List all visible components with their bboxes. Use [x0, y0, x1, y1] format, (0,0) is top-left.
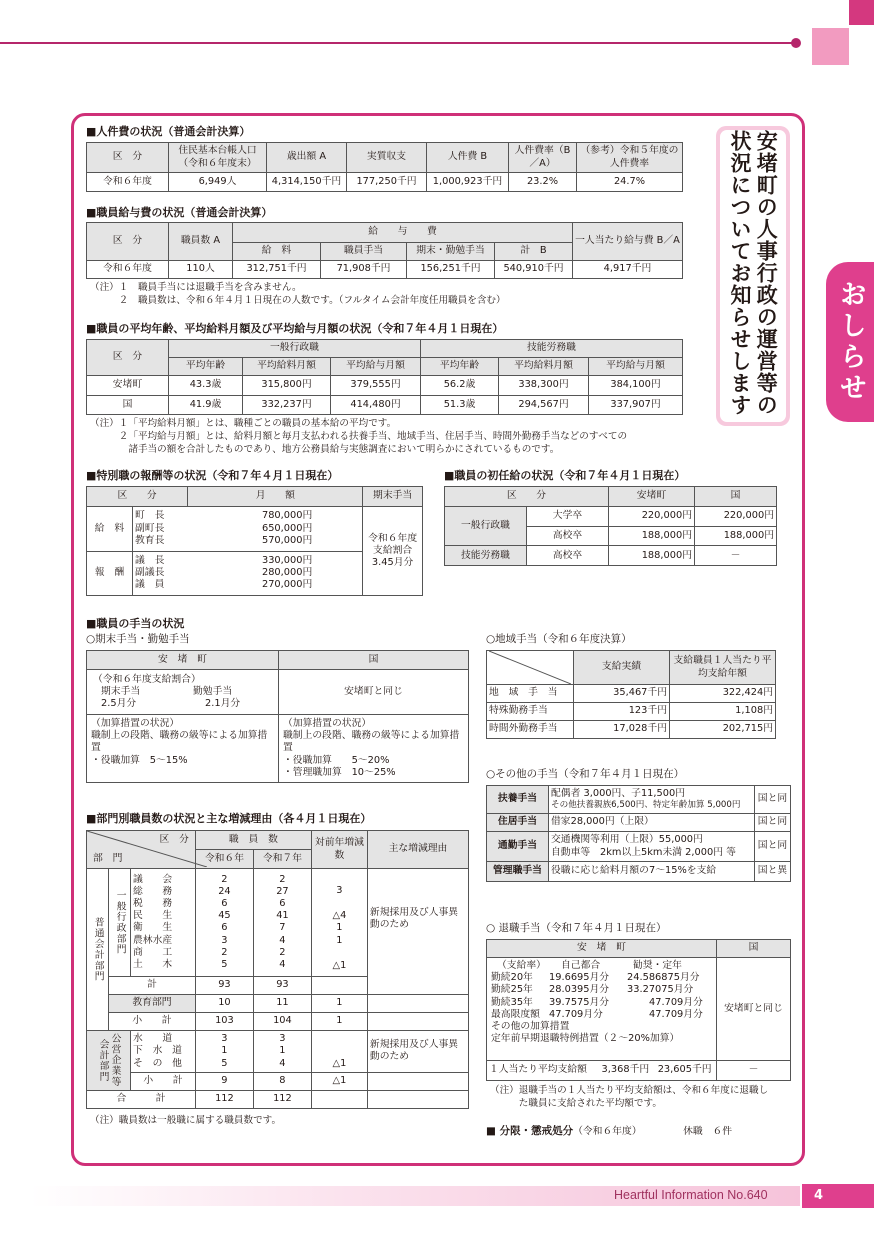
tokubetsu-g2-vals [188, 551, 363, 596]
th: 支給実績 [574, 651, 670, 685]
v: その他の加算措置 [491, 1021, 570, 1033]
item: 民 生 [133, 910, 173, 922]
td: 202,715円 [670, 721, 776, 739]
ippan-label: 一般行政部門 [114, 890, 126, 955]
th: 平均年齢 [169, 358, 243, 376]
item: 議 員 [135, 579, 165, 591]
td: 給 料 [87, 507, 133, 552]
td: 188,000円 [609, 546, 695, 566]
td: 6,949人 [169, 173, 267, 192]
v: 勤続20年 [491, 972, 533, 984]
v: 45 [218, 910, 231, 922]
ki-diff [311, 1030, 367, 1072]
td: 112 [253, 1091, 311, 1109]
td: 特殊勤務手当 [487, 703, 574, 721]
th: 平均給料月額 [499, 358, 589, 376]
kimatsu-table [86, 650, 469, 783]
v: 47.709月分 [649, 996, 703, 1008]
td: 4,314,150千円 [267, 173, 347, 192]
td: 23,605千円 [653, 1061, 716, 1081]
note-line: た職員に支給された平均額です。 [490, 1097, 662, 1109]
th: （参考）令和５年度の人件費率 [577, 143, 683, 173]
td: 高校卒 [527, 526, 609, 546]
kyuyohi-table [86, 222, 683, 279]
td: 国と異 [755, 862, 791, 882]
line: 期末手当 [101, 685, 141, 697]
line: 勤勉手当 [193, 685, 233, 697]
v: 24 [218, 885, 231, 897]
line: （令和６年度支給割合） [93, 673, 201, 685]
td: 合 計 [87, 1091, 196, 1109]
val: 330,000円 [261, 554, 313, 566]
heikin-notes [90, 418, 627, 457]
tokubetsu-g1-vals [188, 507, 363, 552]
v: 33.27075月分 [627, 984, 694, 996]
th: 国 [695, 487, 777, 507]
shoninkyu-table [444, 486, 777, 566]
sonota-table [486, 785, 791, 882]
item: 衛 生 [133, 922, 173, 934]
td: 一般行政職 [445, 507, 527, 546]
td: 教育部門 [109, 994, 196, 1012]
item: 下 水 道 [133, 1045, 182, 1057]
futsu-label-cell [87, 869, 109, 1031]
tokubetsu-title: ■特別職の報酬等の状況（令和７年４月１日現在） [86, 469, 339, 482]
td: 1 [311, 1012, 367, 1030]
td: 1,108円 [670, 703, 776, 721]
td: 123千円 [574, 703, 670, 721]
heikin-table [86, 339, 683, 415]
th: 技能労務職 [421, 340, 683, 358]
v: △1 [332, 1057, 347, 1069]
td: 156,251千円 [407, 261, 495, 279]
th: 区 分 [87, 487, 188, 507]
kimatsu-title: ○期末手当・勤勉手当 [86, 633, 190, 645]
note-line: 諸手当の額を合計したものであり、地方公務員給与実態調査において明らかにされているものです。 [90, 443, 560, 455]
ki-items [131, 1030, 196, 1072]
empty [367, 994, 468, 1012]
td: 188,000円 [609, 526, 695, 546]
line: （加算措置の状況） [283, 718, 372, 729]
td: 小 計 [131, 1073, 196, 1091]
note-line: （注）１「平均給料月額」とは、職種ごとの職員の基本給の平均です。 [90, 418, 397, 429]
th: 職 員 数 [195, 831, 311, 850]
taishoku-table [486, 939, 791, 1081]
v: 勤続35年 [491, 996, 533, 1008]
td: 337,907円 [589, 395, 683, 415]
th: 令和７年 [253, 850, 311, 869]
item: 土 木 [133, 959, 173, 971]
th: 区 分 [445, 487, 609, 507]
item: 農林水産 [133, 934, 173, 946]
item: 商 工 [133, 946, 173, 958]
td: 1 [311, 994, 367, 1012]
td: 110人 [169, 261, 233, 279]
td: 414,480円 [331, 395, 421, 415]
choukai-sub: （令和６年度） [573, 1126, 642, 1137]
line: その他扶養親族6,500円、特定年齢加算 5,000円 [551, 800, 741, 811]
top-rule-dot [791, 38, 801, 48]
td: 384,100円 [589, 376, 683, 396]
v: 4 [279, 959, 286, 971]
th: 住民基本台帳人口（令和６年度末） [169, 143, 267, 173]
v: 定年前早期退職特例措置（２～20%加算） [491, 1033, 680, 1045]
headline-text: 安堵町の人事行政の運営等の状況についてお知らせします [720, 130, 786, 422]
v: 39.7575月分 [549, 996, 610, 1008]
corner-square [849, 0, 874, 25]
val: 280,000円 [261, 567, 313, 579]
line: 職制上の段階、職務の級等による加算措置 [283, 730, 460, 754]
v: 19.6695月分 [549, 972, 610, 984]
td: 540,910千円 [495, 261, 573, 279]
item: 教育長 [135, 534, 165, 546]
th: 対前年増減数 [311, 831, 367, 869]
td: 9 [195, 1073, 253, 1091]
chiiki-table [486, 650, 776, 739]
th: 支給職員１人当たり平均支給年額 [670, 651, 776, 685]
td: － [717, 1061, 791, 1081]
td: 11 [253, 994, 311, 1012]
td: 1,000,923千円 [427, 173, 509, 192]
v [314, 1045, 365, 1058]
v: 勤続25年 [491, 984, 533, 996]
line: 職制上の段階、職務の級等による加算措置 [91, 730, 268, 754]
taishoku-note [490, 1085, 768, 1111]
th: 平均給与月額 [331, 358, 421, 376]
td: 技能労務職 [445, 546, 527, 566]
td: 41.9歳 [169, 395, 243, 415]
td: 103 [195, 1012, 253, 1030]
val: 令和６年度 [368, 532, 418, 544]
v: 41 [276, 910, 289, 922]
empty [367, 1073, 468, 1091]
note-line: （注）退職手当の１人当たり平均支給額は、令和６年度に退職し [490, 1085, 769, 1096]
corner-square-light [812, 28, 849, 65]
td: 国と同 [755, 814, 791, 832]
th: 平均給与月額 [589, 358, 683, 376]
td: 8 [253, 1073, 311, 1091]
tokubetsu-g2-items [133, 551, 188, 596]
choukai [486, 1125, 732, 1138]
item: 副議長 [135, 567, 165, 579]
v: 自己都合 [561, 960, 601, 971]
item: 水 道 [133, 1033, 173, 1045]
v: 6 [221, 922, 228, 934]
td: 時間外勤務手当 [487, 721, 574, 739]
td: 役職に応じ給料月額の7～15%を支給 [549, 862, 755, 882]
td: 令和６年度 [87, 261, 169, 279]
v: 1 [279, 1045, 286, 1057]
th: 区 分 [87, 143, 169, 173]
td: 379,555円 [331, 376, 421, 396]
v [314, 1033, 365, 1046]
v: 最高限度額 [491, 1008, 540, 1020]
th: 令和６年 [195, 850, 253, 869]
line: 2.1月分 [205, 698, 241, 710]
v: 7 [279, 922, 286, 934]
th: 安 堵 町 [87, 651, 279, 670]
v: 6 [279, 897, 286, 909]
v: 4 [279, 1057, 286, 1069]
th: 職員数 A [169, 223, 233, 261]
td: 10 [195, 994, 253, 1012]
td: 35,467千円 [574, 685, 670, 703]
td: 令和６年度 [87, 173, 169, 192]
v: 3 [336, 884, 343, 896]
v: 27 [276, 885, 289, 897]
th: 一般行政職 [169, 340, 421, 358]
td: 大学卒 [527, 507, 609, 527]
v: （支給率） [497, 960, 546, 971]
v: 1 [221, 1045, 228, 1057]
td: 17,028千円 [574, 721, 670, 739]
v: 2 [279, 873, 286, 885]
line: ・役職加算 5～20% [283, 754, 390, 766]
line: （加算措置の状況） [91, 718, 180, 729]
v: 5 [221, 1057, 228, 1069]
td: 安堵町と同じ [279, 670, 469, 715]
td: 104 [253, 1012, 311, 1030]
bumon-diag-header [87, 831, 196, 869]
td [311, 976, 367, 994]
choukai-value: 休職 ６件 [683, 1126, 733, 1137]
td: 332,237円 [243, 395, 331, 415]
th: 期末手当 [363, 487, 423, 507]
td: 322,424円 [670, 685, 776, 703]
tokubetsu-kimatsu [363, 507, 423, 596]
td: 56.2歳 [421, 376, 499, 396]
item: 副町長 [135, 522, 165, 534]
td: 管理職手当 [487, 862, 549, 882]
taishoku-title: ○ 退職手当（令和７年４月１日現在） [486, 922, 667, 934]
td: 71,908千円 [321, 261, 407, 279]
td: 小 計 [109, 1012, 196, 1030]
v: 4 [279, 934, 286, 946]
top-rule [0, 42, 796, 44]
v: 3 [279, 1033, 286, 1045]
kyuyohi-title: ■職員給与費の状況（普通会計決算） [86, 206, 273, 219]
heikin-title: ■職員の平均年齢、平均給料月額及び平均給与月額の状況（令和７年４月１日現在） [86, 322, 504, 335]
td: 23.2% [509, 173, 577, 192]
th: 平均年齢 [421, 358, 499, 376]
empty [367, 1091, 468, 1109]
td: 220,000円 [609, 507, 695, 527]
th: 計 B [495, 243, 573, 261]
v: 47.709月分 [549, 1008, 603, 1020]
td: － [695, 546, 777, 566]
line: 自動車等 2km以上5km未満 2,000円 等 [551, 846, 736, 858]
td: 188,000円 [695, 526, 777, 546]
note-line: （注）１ 職員手当には退職手当を含みません。 [90, 282, 302, 293]
reason1: 新規採用及び人事異動のため [367, 869, 468, 995]
ippan-r6 [195, 869, 253, 977]
v: 1 [336, 934, 343, 946]
footer-title: Heartful Information No.640 [614, 1188, 768, 1202]
val: 570,000円 [261, 534, 313, 546]
kokigyo-label-cell [87, 1030, 131, 1090]
v: 2 [221, 873, 228, 885]
th: 給 与 費 [233, 223, 573, 243]
td: 312,751千円 [233, 261, 321, 279]
td: 43.3歳 [169, 376, 243, 396]
headline-box [716, 126, 790, 426]
teate-title: ■職員の手当の状況 [86, 617, 185, 630]
v: 1 [336, 922, 343, 934]
th: 区 分 [87, 340, 169, 376]
val: 3.45月分 [371, 557, 414, 569]
td: 計 [109, 976, 196, 994]
v: 勧奨・定年 [633, 960, 682, 971]
td: 安堵町 [87, 376, 169, 396]
sonota-tsukin [549, 832, 755, 862]
jinkenhi-title: ■人件費の状況（普通会計決算） [86, 125, 251, 138]
v: 3 [221, 934, 228, 946]
td: △1 [311, 1073, 367, 1091]
shoninkyu-title: ■職員の初任給の状況（令和７年４月１日現在） [444, 469, 686, 482]
v: △1 [332, 959, 347, 971]
td: 高校卒 [527, 546, 609, 566]
bumon-table [86, 830, 469, 1109]
sonota-title: ○その他の手当（令和７年４月１日現在） [486, 768, 685, 780]
td: 国と同 [755, 786, 791, 814]
item: 議 会 [133, 873, 173, 885]
diagonal-line [489, 651, 571, 684]
td: 93 [253, 976, 311, 994]
choukai-title: ■ 分限・懲戒処分 [486, 1125, 574, 1137]
td: 国 [87, 395, 169, 415]
section-tab-oshirase[interactable]: おしらせ [826, 262, 874, 422]
page-number: 4 [802, 1184, 874, 1208]
line: 2.5月分 [101, 698, 137, 710]
kimatsu-kuni2 [279, 715, 469, 783]
th: 人件費 B [427, 143, 509, 173]
v [314, 872, 365, 885]
td: 4,917千円 [573, 261, 683, 279]
item: 議 長 [135, 554, 165, 566]
line: 交通機関等利用（上限）55,000円 [551, 834, 703, 846]
kimatsu-ando1 [87, 670, 279, 715]
line: ・管理職加算 10～25% [283, 766, 396, 778]
td [311, 1091, 367, 1109]
line: 配偶者 3,000円、子11,500円 [551, 788, 686, 800]
item: 町 長 [135, 510, 165, 522]
th: 実質収支 [347, 143, 427, 173]
th: 月 額 [188, 487, 363, 507]
item: そ の 他 [133, 1057, 182, 1069]
td: 51.3歳 [421, 395, 499, 415]
td: １人当たり平均支給額 [487, 1061, 598, 1081]
kokigyo-label: 公営企業等会計部門 [97, 1033, 121, 1088]
v: 6 [221, 897, 228, 909]
th: 国 [717, 940, 791, 958]
td: 住居手当 [487, 814, 549, 832]
th: 給 料 [233, 243, 321, 261]
kimatsu-ando2 [87, 715, 279, 783]
item: 税 務 [133, 897, 173, 909]
td: 地 域 手 当 [487, 685, 574, 703]
note-line: ２ 職員数は、令和６年４月１日現在の人数です。（フルタイム会計年度任用職員を含む） [90, 294, 506, 306]
td: 通勤手当 [487, 832, 549, 862]
v [314, 897, 365, 910]
empty [367, 1012, 468, 1030]
ippan-r7 [253, 869, 311, 977]
td: 315,800円 [243, 376, 331, 396]
td: 294,567円 [499, 395, 589, 415]
td: 24.7% [577, 173, 683, 192]
th: 国 [279, 651, 469, 670]
v [314, 947, 365, 960]
th: 期末・勤勉手当 [407, 243, 495, 261]
bumon-note: （注）職員数は一般職に属する職員数です。 [90, 1115, 282, 1126]
val: 780,000円 [261, 510, 313, 522]
jinkenhi-table [86, 142, 683, 192]
v: △4 [332, 909, 347, 921]
v: 2 [279, 946, 286, 958]
header-bumon: 部 門 [93, 852, 123, 864]
td: 338,300円 [499, 376, 589, 396]
v: 24.586875月分 [627, 972, 700, 984]
val: 支給割合 [373, 544, 413, 556]
th: 主な増減理由 [367, 831, 468, 869]
td: 扶養手当 [487, 786, 549, 814]
td: 112 [195, 1091, 253, 1109]
v: 3 [221, 1033, 228, 1045]
ippan-diff [311, 869, 367, 977]
th: 安堵町 [609, 487, 695, 507]
v: 5 [221, 959, 228, 971]
ippan-items [131, 869, 196, 977]
th: 職員手当 [321, 243, 407, 261]
ki-r7 [253, 1030, 311, 1072]
chiiki-title: ○地域手当（令和６年度決算） [486, 633, 632, 645]
v: 2 [221, 946, 228, 958]
tokubetsu-g1-items [133, 507, 188, 552]
td: 報 酬 [87, 551, 133, 596]
td: 借家28,000円（上限） [549, 814, 755, 832]
v: 47.709月分 [649, 1008, 703, 1020]
v: 28.0395月分 [549, 984, 610, 996]
th: 一人当たり給与費 B／A [573, 223, 683, 261]
item: 総 務 [133, 885, 173, 897]
td: 177,250千円 [347, 173, 427, 192]
td: 220,000円 [695, 507, 777, 527]
th: 人件費率（B／A） [509, 143, 577, 173]
bumon-title: ■部門別職員数の状況と主な増減理由（各４月１日現在） [86, 812, 372, 825]
futsu-label: 普通会計部門 [92, 916, 104, 982]
sonota-fuyo [549, 786, 755, 814]
header-kubun: 区 分 [159, 834, 189, 845]
ippan-label-cell [109, 869, 131, 977]
tokubetsu-table [86, 486, 423, 596]
val: 270,000円 [261, 579, 313, 591]
td: 3,368千円 [597, 1061, 653, 1081]
kyuyohi-notes [90, 282, 506, 308]
td: 安堵町と同じ [717, 958, 791, 1061]
ki-r6 [195, 1030, 253, 1072]
td: 国と同 [755, 832, 791, 862]
th: 歳出額 A [267, 143, 347, 173]
th: 平均給料月額 [243, 358, 331, 376]
line: ・役職加算 5～15% [91, 754, 188, 766]
val: 650,000円 [261, 522, 313, 534]
th: 安 堵 町 [487, 940, 717, 958]
note-line: ２「平均給与月額」とは、給料月額と毎月支払われる扶養手当、地域手当、住居手当、時間外勤務手当などのすべての [90, 430, 628, 442]
td: 93 [195, 976, 253, 994]
th: 区 分 [87, 223, 169, 261]
taishoku-rates [487, 958, 717, 1061]
reason2: 新規採用及び人事異動のため [367, 1030, 468, 1072]
